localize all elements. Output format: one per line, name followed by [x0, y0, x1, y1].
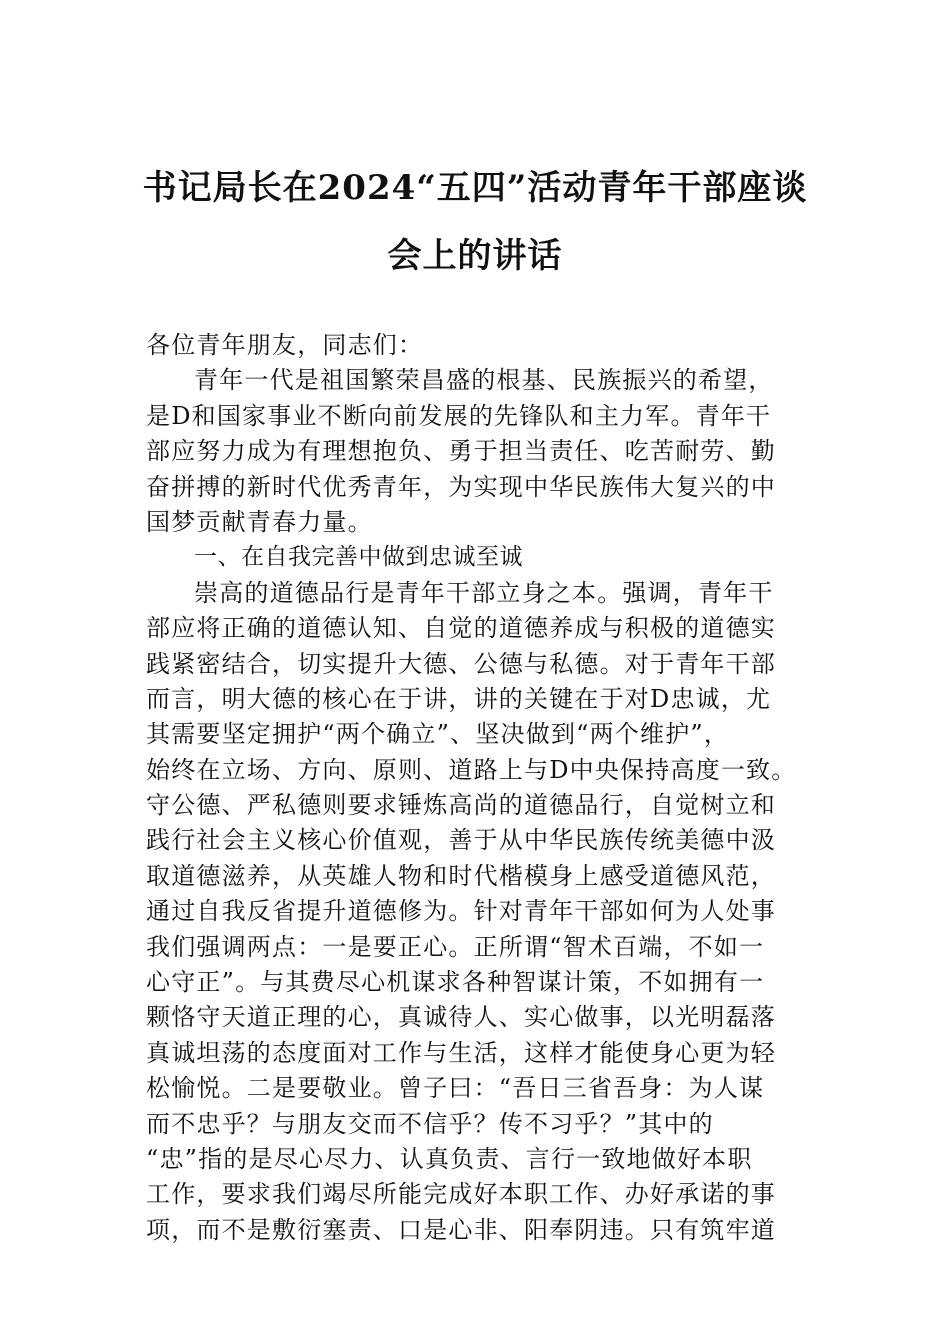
paragraph-line: 而不忠乎？与朋友交而不信乎？传不习乎？”其中的 [146, 1109, 714, 1138]
paragraph-line: 项，而不是敷衍塞责、口是心非、阳奉阴违。只有筑牢道 [146, 1215, 776, 1244]
document-title-line-1: 书记局长在2024“五四”活动青年干部座谈 [142, 168, 808, 208]
paragraph-line: 我们强调两点：一是要正心。正所谓“智术百端，不如一 [146, 932, 765, 961]
paragraph-line: 颗恪守天道正理的心，真诚待人、实心做事，以光明磊落 [146, 1003, 776, 1032]
paragraph-line: 奋拼搏的新时代优秀青年，为实现中华民族伟大复兴的中 [146, 472, 776, 501]
paragraph-line: 工作，要求我们竭尽所能完成好本职工作、办好承诺的事 [146, 1180, 776, 1209]
salutation: 各位青年朋友，同志们： [146, 331, 424, 359]
paragraph-line: 践行社会主义核心价值观，善于从中华民族传统美德中汲 [146, 826, 776, 855]
paragraph-line: 是D和国家事业不断向前发展的先锋队和主力军。青年干 [146, 401, 772, 430]
section-heading: 一、在自我完善中做到忠诚至诚 [194, 544, 523, 571]
paragraph-line: 部应努力成为有理想抱负、勇于担当责任、吃苦耐劳、勤 [146, 437, 776, 466]
paragraph-line: 通过自我反省提升道德修为。针对青年干部如何为人处事 [146, 897, 776, 926]
paragraph-line: 真诚坦荡的态度面对工作与生活，这样才能使身心更为轻 [146, 1038, 776, 1067]
paragraph-line: 心守正”。与其费尽心机谋求各种智谋计策，不如拥有一 [146, 968, 765, 997]
paragraph-line: 青年一代是祖国繁荣昌盛的根基、民族振兴的希望， [194, 366, 774, 395]
document-title-line-2: 会上的讲话 [387, 236, 563, 276]
paragraph-line: 践紧密结合，切实提升大德、公德与私德。对于青年干部 [146, 649, 776, 678]
paragraph-line: “忠”指的是尽心尽力、认真负责、言行一致地做好本职 [146, 1144, 753, 1173]
document-body [146, 328, 846, 1248]
paragraph-line: 而言，明大德的核心在于讲，讲的关键在于对D忠诚，尤 [146, 684, 772, 713]
paragraph-line: 取道德滋养，从英雄人物和时代楷模身上感受道德风范， [146, 861, 776, 890]
paragraph-line: 国梦贡献青春力量。 [146, 507, 373, 536]
paragraph-line: 守公德、严私德则要求锤炼高尚的道德品行，自觉树立和 [146, 791, 776, 820]
paragraph-line: 其需要坚定拥护“两个确立”、坚决做到“两个维护”， [146, 720, 730, 749]
paragraph-line: 松愉悦。二是要敬业。曾子曰：“吾日三省吾身：为人谋 [146, 1074, 765, 1103]
paragraph-line: 崇高的道德品行是青年干部立身之本。强调，青年干 [194, 578, 774, 607]
paragraph-line: 部应将正确的道德认知、自觉的道德养成与积极的道德实 [146, 614, 776, 643]
paragraph-line: 始终在立场、方向、原则、道路上与D中央保持高度一致。 [146, 755, 797, 784]
